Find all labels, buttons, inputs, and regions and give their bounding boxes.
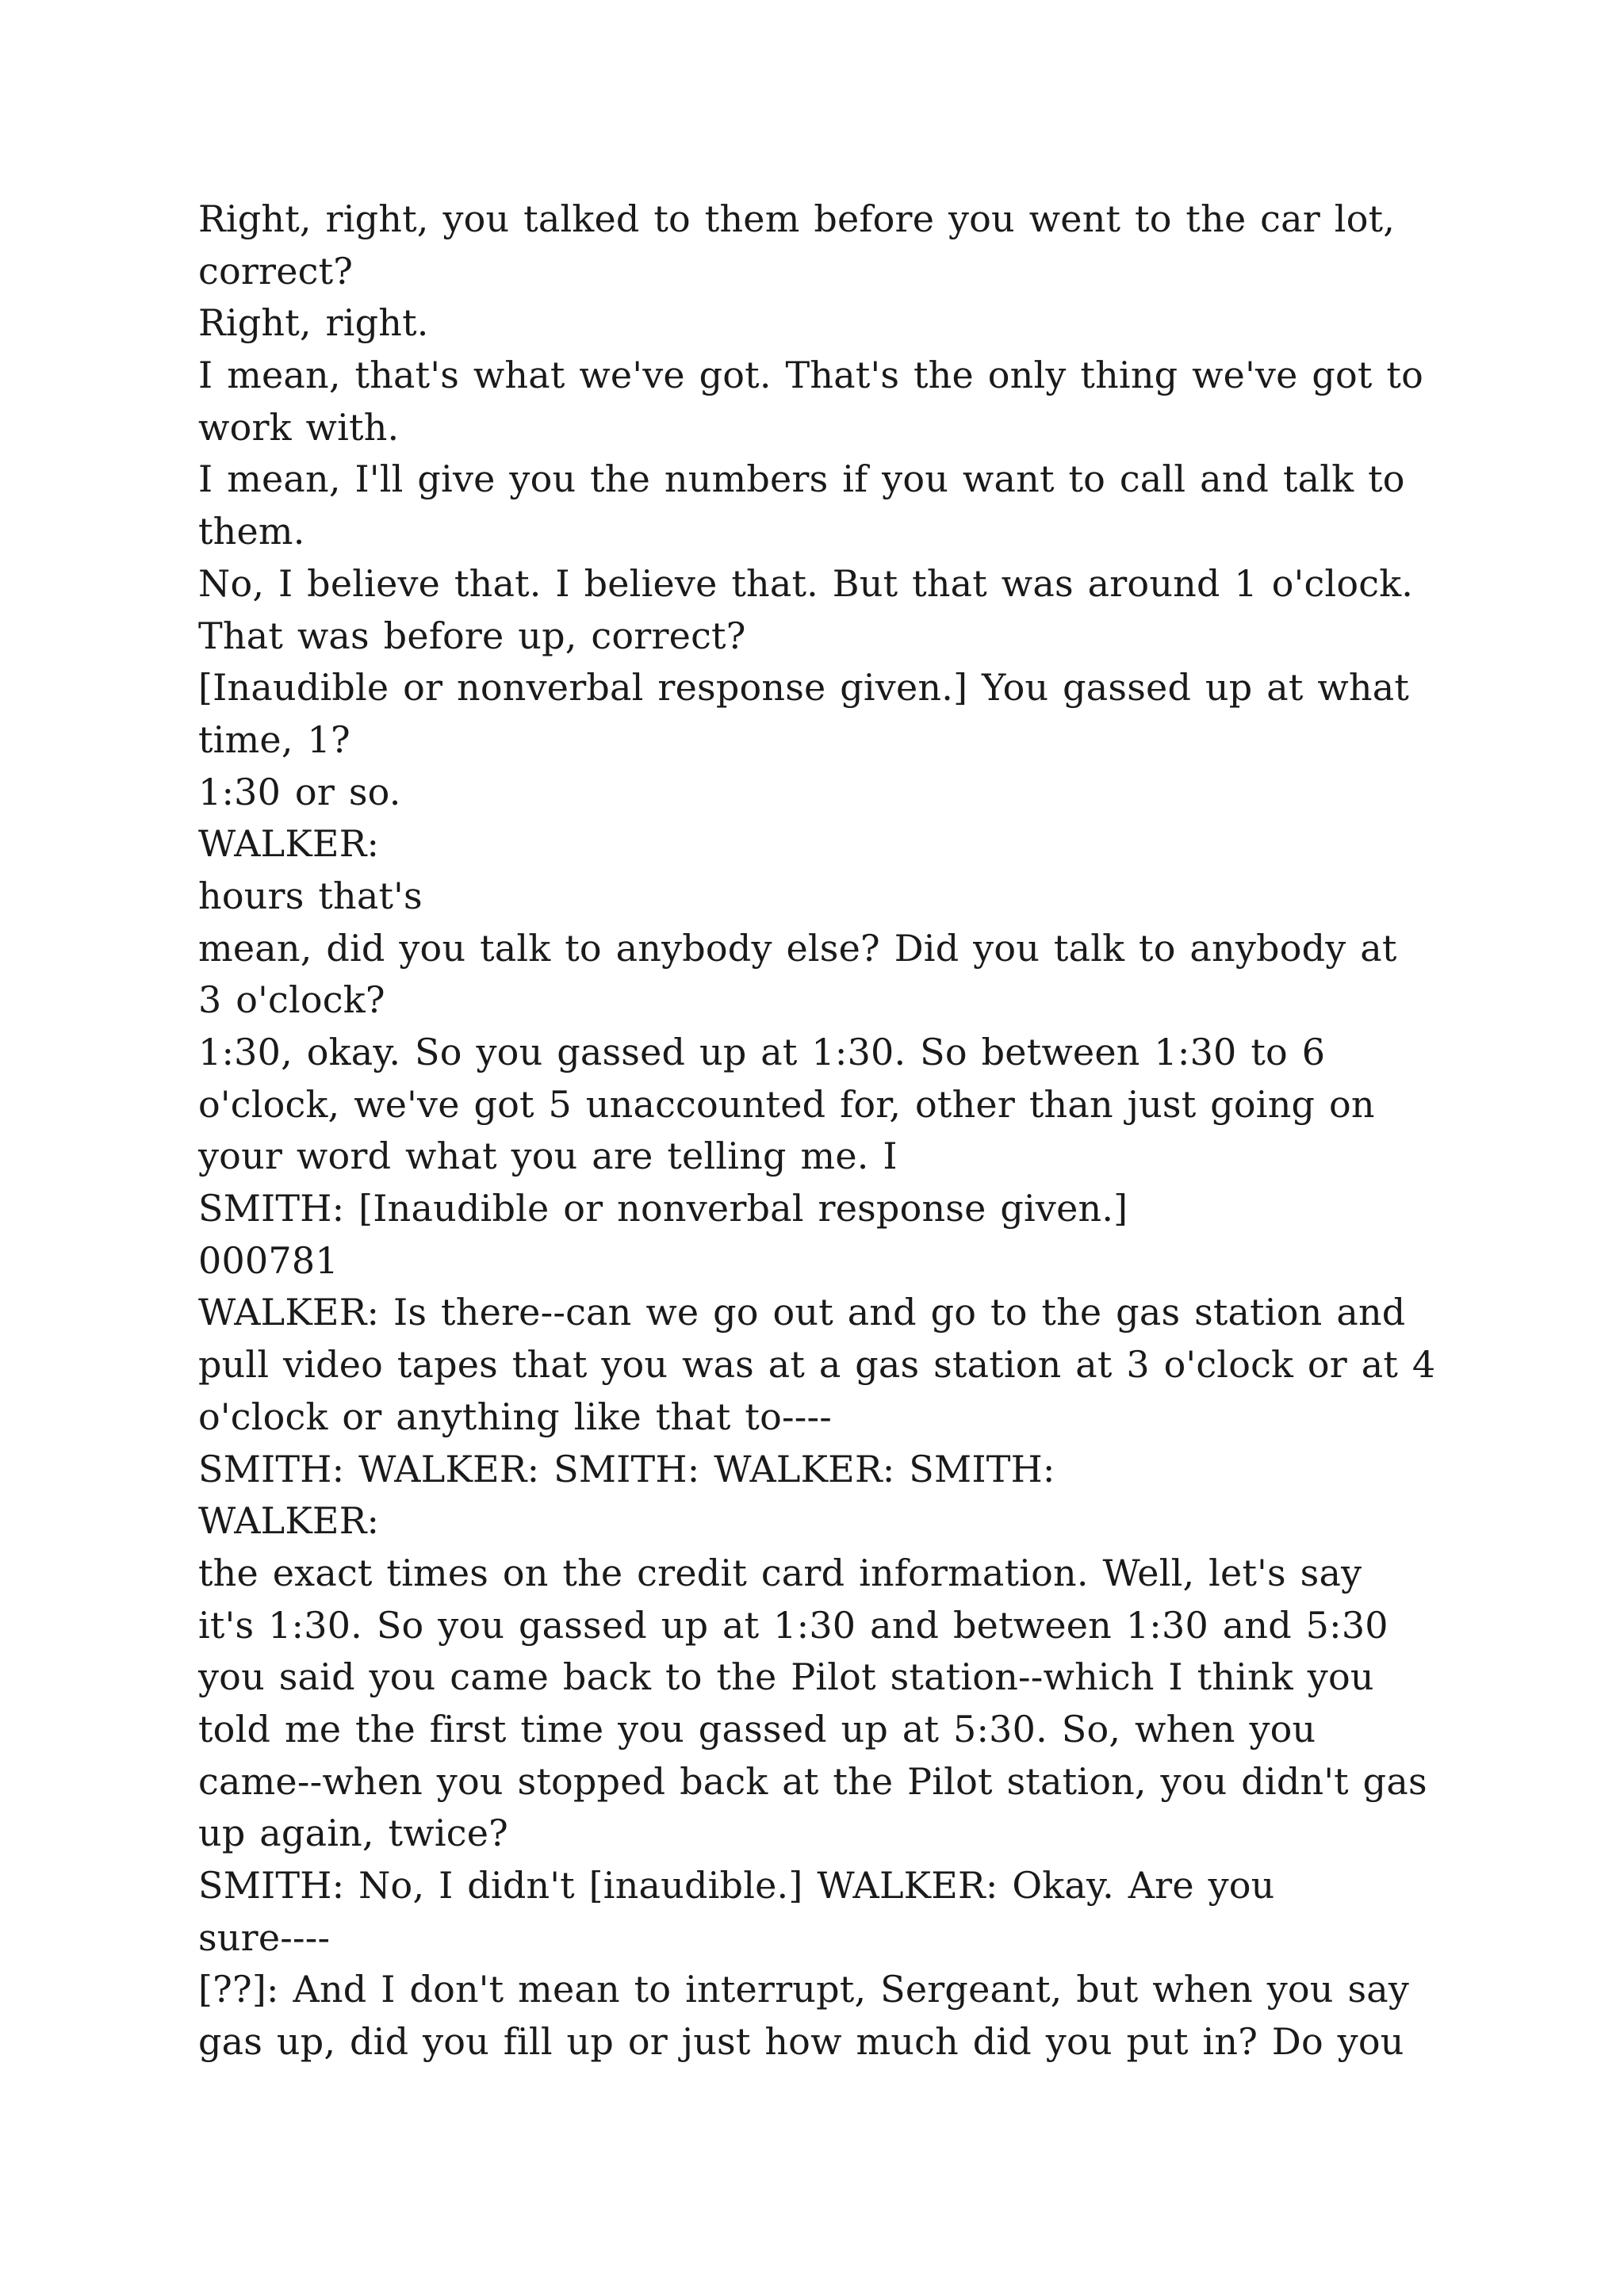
text-line: up again, twice? (198, 1812, 508, 1855)
text-line: SMITH: No, I didn't [inaudible.] WALKER: Okay. Are you (198, 1864, 1275, 1907)
text-line: told me the first time you gassed up at 5:30. So, when you (198, 1707, 1316, 1751)
text-line: WALKER: Is there--can we go out and go to the gas station and (198, 1291, 1406, 1334)
text-line: 1:30, okay. So you gassed up at 1:30. So between 1:30 to 6 (198, 1031, 1326, 1073)
text-line: Right, right. (198, 301, 429, 345)
text-line: your word what you are telling me. I (198, 1135, 898, 1178)
text-line: I mean, I'll give you the numbers if you want to call and talk to (198, 457, 1405, 501)
text-line: o'clock or anything like that to---- (198, 1395, 832, 1438)
text-line: 3 o'clock? (198, 978, 385, 1022)
text-line: pull video tapes that you was at a gas station at 3 o'clock or at 4 (198, 1343, 1436, 1387)
text-line: came--when you stopped back at the Pilot station, you didn't gas (198, 1759, 1427, 1803)
speaker-label: WALKER: (198, 822, 380, 866)
text-line: it's 1:30. So you gassed up at 1:30 and between 1:30 and 5:30 (198, 1603, 1388, 1647)
text-line: you said you came back to the Pilot station--which I think you (198, 1655, 1374, 1699)
text-line: hours that's (198, 874, 423, 917)
transcript-text (198, 193, 1435, 2068)
text-line: correct? (198, 249, 354, 293)
text-line: [Inaudible or nonverbal response given.] You gassed up at what (198, 666, 1410, 710)
text-line: I mean, that's what we've got. That's the only thing we've got to (198, 354, 1424, 397)
text-line: the exact times on the credit card information. Well, let's say (198, 1551, 1362, 1594)
text-line: No, I believe that. I believe that. But that was around 1 o'clock. (198, 561, 1414, 605)
bates-number: 000781 (198, 1238, 339, 1282)
text-line: That was before up, correct? (198, 614, 746, 657)
speaker-labels: SMITH: WALKER: SMITH: WALKER: SMITH: (198, 1447, 1055, 1490)
text-line: o'clock, we've got 5 unaccounted for, other than just going on (198, 1082, 1375, 1126)
text-line: sure---- (198, 1915, 331, 1959)
text-line: [??]: And I don't mean to interrupt, Sergeant, but when you say (198, 1968, 1410, 2011)
text-line: SMITH: [Inaudible or nonverbal response given.] (198, 1187, 1128, 1230)
text-line: work with. (198, 405, 400, 449)
text-line: Right, right, you talked to them before you went to the car lot, (198, 197, 1396, 240)
text-line: mean, did you talk to anybody else? Did you talk to anybody at (198, 926, 1397, 970)
text-line: time, 1? (198, 718, 350, 761)
text-line: 1:30 or so. (198, 770, 401, 813)
text-line: them. (198, 510, 305, 553)
text-line: gas up, did you fill up or just how much did you put in? Do you (198, 2020, 1404, 2064)
speaker-label: WALKER: (198, 1499, 380, 1543)
